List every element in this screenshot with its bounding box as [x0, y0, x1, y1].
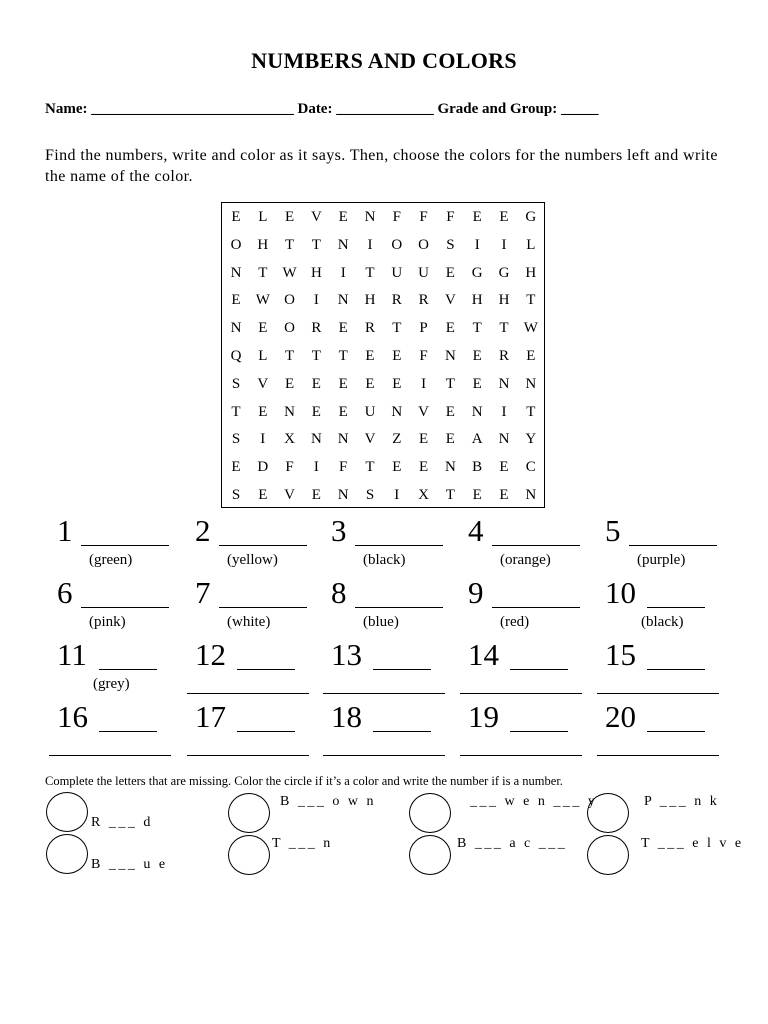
- grid-letter[interactable]: E: [231, 292, 241, 309]
- grid-letter[interactable]: R: [391, 292, 402, 309]
- grid-letter[interactable]: L: [258, 209, 268, 225]
- answer-blank[interactable]: [237, 730, 295, 732]
- color-hint: (purple): [637, 552, 686, 568]
- grid-letter[interactable]: O: [230, 236, 242, 253]
- number-item: [57, 637, 197, 692]
- answer-blank[interactable]: [99, 668, 157, 670]
- answer-blank[interactable]: [99, 730, 157, 732]
- grid-letter[interactable]: N: [230, 264, 242, 281]
- grid-letter[interactable]: W: [282, 264, 297, 281]
- grid-letter[interactable]: U: [391, 264, 403, 281]
- grid-letter[interactable]: E: [499, 487, 509, 503]
- grid-letter[interactable]: V: [284, 487, 296, 503]
- grid-letter[interactable]: V: [310, 209, 322, 225]
- number-label: 8: [331, 575, 347, 610]
- grid-letter[interactable]: I: [260, 431, 266, 448]
- puzzle-blue: B ___ u e: [91, 857, 168, 872]
- number-label: 18: [331, 699, 362, 734]
- grid-letter[interactable]: N: [337, 236, 349, 253]
- grid-letter[interactable]: T: [365, 459, 375, 476]
- grid-row: [222, 370, 544, 398]
- grid-letter[interactable]: F: [285, 459, 294, 476]
- grid-letter[interactable]: I: [313, 459, 319, 476]
- number-item: [468, 513, 608, 568]
- answer-blank[interactable]: [355, 606, 443, 608]
- color-name-line[interactable]: [597, 692, 719, 694]
- number-label: 15: [605, 637, 636, 672]
- number-label: 4: [468, 513, 484, 548]
- grid-row: [222, 259, 544, 287]
- answer-blank[interactable]: [81, 606, 169, 608]
- number-item: [195, 700, 335, 750]
- grid-letter[interactable]: N: [337, 292, 349, 309]
- grid-letter[interactable]: E: [231, 459, 241, 476]
- grid-letter[interactable]: O: [391, 236, 403, 253]
- answer-blank[interactable]: [373, 668, 431, 670]
- grid-letter[interactable]: E: [445, 403, 455, 420]
- grid-letter[interactable]: N: [230, 320, 242, 337]
- grid-letter[interactable]: R: [498, 348, 509, 364]
- grid-letter[interactable]: E: [258, 487, 268, 503]
- grid-letter[interactable]: S: [365, 487, 375, 503]
- color-hint: (orange): [500, 552, 551, 568]
- grid-letter[interactable]: N: [364, 209, 376, 225]
- color-circle-black[interactable]: [409, 835, 451, 875]
- grid-letter[interactable]: V: [418, 403, 430, 420]
- color-hint: (yellow): [227, 552, 278, 568]
- grid-letter[interactable]: N: [498, 375, 510, 392]
- number-label: 11: [57, 637, 87, 672]
- grid-letter[interactable]: I: [394, 487, 400, 503]
- grid-letter[interactable]: N: [284, 403, 296, 420]
- grid-row: [222, 453, 544, 481]
- grid-letter[interactable]: E: [445, 264, 455, 281]
- grid-letter[interactable]: R: [364, 320, 375, 337]
- answer-blank[interactable]: [219, 544, 307, 546]
- grid-letter[interactable]: L: [258, 348, 268, 364]
- puzzle-twelve: T ___ e l v e: [641, 836, 744, 851]
- grid-letter[interactable]: O: [284, 292, 296, 309]
- number-item: [57, 513, 197, 568]
- grid-letter[interactable]: T: [445, 375, 455, 392]
- color-hint: (pink): [89, 614, 126, 630]
- grid-letter[interactable]: Q: [230, 348, 242, 364]
- grid-letter[interactable]: S: [231, 487, 241, 503]
- grid-letter[interactable]: E: [392, 459, 402, 476]
- color-hint: (blue): [363, 614, 399, 630]
- number-label: 1: [57, 513, 73, 548]
- puzzle-brown: B ___ o w n: [280, 794, 376, 809]
- grid-letter[interactable]: B: [472, 459, 483, 476]
- grid-letter[interactable]: P: [419, 320, 428, 337]
- grid-letter[interactable]: N: [525, 487, 537, 503]
- color-circle-twenty[interactable]: [409, 793, 451, 833]
- number-item: [331, 513, 471, 568]
- grid-letter[interactable]: N: [471, 403, 483, 420]
- number-label: 17: [195, 699, 226, 734]
- grid-letter[interactable]: E: [311, 375, 321, 392]
- grid-letter[interactable]: E: [365, 375, 375, 392]
- grid-letter[interactable]: A: [471, 431, 483, 448]
- grid-row: [222, 398, 544, 426]
- number-label: 2: [195, 513, 211, 548]
- grid-letter[interactable]: T: [311, 236, 321, 253]
- word-search-grid: [221, 202, 545, 508]
- number-item: [331, 700, 471, 750]
- color-hint: (green): [89, 552, 133, 568]
- number-item: [605, 575, 745, 630]
- grid-letter[interactable]: E: [472, 209, 482, 225]
- grid-letter[interactable]: E: [258, 320, 268, 337]
- grid-letter[interactable]: U: [364, 403, 376, 420]
- number-label: 16: [57, 699, 88, 734]
- number-item: [468, 700, 608, 750]
- number-label: 14: [468, 637, 499, 672]
- grid-row: [222, 203, 544, 231]
- grid-row: [222, 481, 544, 509]
- puzzle-ten: T ___ n: [272, 836, 333, 851]
- grid-letter[interactable]: X: [284, 431, 296, 448]
- answer-blank[interactable]: [219, 606, 307, 608]
- grid-letter[interactable]: T: [231, 403, 241, 420]
- color-name-line[interactable]: [323, 692, 445, 694]
- grid-letter[interactable]: S: [446, 236, 455, 253]
- grid-letter[interactable]: E: [338, 403, 348, 420]
- answer-blank[interactable]: [510, 730, 568, 732]
- grid-letter[interactable]: I: [501, 236, 507, 253]
- grid-letter[interactable]: D: [257, 459, 269, 476]
- grid-letter[interactable]: H: [525, 264, 537, 281]
- color-circle-blue[interactable]: [46, 834, 88, 874]
- grid-letter[interactable]: E: [311, 487, 321, 503]
- color-hint: (white): [227, 614, 271, 630]
- grid-letter[interactable]: T: [526, 292, 536, 309]
- number-label: 10: [605, 575, 636, 610]
- number-item: [195, 575, 335, 630]
- puzzle-black: B ___ a c ___: [457, 836, 568, 851]
- grid-letter[interactable]: H: [471, 292, 483, 309]
- color-hint: (red): [500, 614, 530, 630]
- number-label: 12: [195, 637, 226, 672]
- number-item: [605, 638, 745, 688]
- color-hint: (black): [363, 552, 406, 568]
- number-label: 7: [195, 575, 211, 610]
- answer-blank[interactable]: [510, 668, 568, 670]
- page-title: NUMBERS AND COLORS: [251, 48, 517, 73]
- grid-letter[interactable]: T: [258, 264, 268, 281]
- grid-letter[interactable]: T: [526, 403, 536, 420]
- number-item: [331, 575, 471, 630]
- grid-letter[interactable]: H: [364, 292, 376, 309]
- grid-row: [222, 342, 544, 370]
- grid-letter[interactable]: N: [444, 348, 456, 364]
- grid-letter[interactable]: I: [340, 264, 346, 281]
- grid-letter[interactable]: W: [523, 320, 538, 337]
- grid-letter[interactable]: F: [339, 459, 348, 476]
- grid-letter[interactable]: T: [392, 320, 402, 337]
- grid-letter[interactable]: O: [284, 320, 296, 337]
- grid-letter[interactable]: E: [472, 375, 482, 392]
- puzzle-pink: P ___ n k: [644, 794, 720, 809]
- grid-letter[interactable]: N: [444, 459, 456, 476]
- grid-letter[interactable]: G: [525, 209, 537, 225]
- color-name-line[interactable]: [187, 692, 309, 694]
- grid-row: [222, 425, 544, 453]
- grid-letter[interactable]: G: [498, 264, 510, 281]
- grid-letter[interactable]: I: [313, 292, 319, 309]
- grid-letter[interactable]: T: [338, 348, 348, 364]
- grid-letter[interactable]: F: [419, 209, 428, 225]
- answer-blank[interactable]: [629, 544, 717, 546]
- grid-letter[interactable]: N: [310, 431, 322, 448]
- grid-letter[interactable]: N: [337, 487, 349, 503]
- number-item: [468, 575, 608, 630]
- number-item: [57, 700, 197, 750]
- grid-letter[interactable]: X: [418, 487, 430, 503]
- grid-letter[interactable]: U: [418, 264, 430, 281]
- grid-letter[interactable]: E: [472, 348, 482, 364]
- answer-blank[interactable]: [647, 730, 705, 732]
- grid-letter[interactable]: H: [310, 264, 322, 281]
- grid-letter[interactable]: E: [472, 487, 482, 503]
- grid-letter[interactable]: T: [285, 236, 295, 253]
- puzzle-twenty: ___ w e n ___ y: [470, 794, 598, 809]
- grid-letter[interactable]: E: [499, 459, 509, 476]
- grid-letter[interactable]: S: [231, 375, 241, 392]
- number-label: 13: [331, 637, 362, 672]
- grid-letter[interactable]: I: [474, 236, 480, 253]
- grid-letter[interactable]: N: [337, 431, 349, 448]
- grid-letter[interactable]: L: [526, 236, 536, 253]
- grid-letter[interactable]: E: [311, 403, 321, 420]
- grid-letter[interactable]: R: [311, 320, 322, 337]
- grid-letter[interactable]: V: [257, 375, 269, 392]
- answer-blank[interactable]: [492, 606, 580, 608]
- grid-letter[interactable]: N: [498, 431, 510, 448]
- color-name-line[interactable]: [323, 754, 445, 756]
- grid-letter[interactable]: H: [257, 236, 269, 253]
- number-label: 19: [468, 699, 499, 734]
- number-label: 3: [331, 513, 347, 548]
- grid-letter[interactable]: E: [499, 209, 509, 225]
- grid-letter[interactable]: E: [445, 431, 455, 448]
- grid-letter[interactable]: F: [392, 209, 401, 225]
- grid-letter[interactable]: T: [311, 348, 321, 364]
- grid-letter[interactable]: V: [364, 431, 376, 448]
- grid-letter[interactable]: E: [231, 209, 241, 225]
- answer-blank[interactable]: [373, 730, 431, 732]
- complete-instructions: Complete the letters that are missing. Color the circle if it’s a color and write the number if is a number.: [45, 774, 563, 788]
- grid-row: [222, 231, 544, 259]
- grid-letter[interactable]: E: [338, 375, 348, 392]
- grid-letter[interactable]: E: [285, 209, 295, 225]
- color-circle-red[interactable]: [46, 792, 88, 832]
- color-hint: (grey): [93, 676, 130, 692]
- answer-blank[interactable]: [647, 606, 705, 608]
- grid-letter[interactable]: E: [258, 403, 268, 420]
- header-fields: Name: ___________________________ Date: _____________ Grade and Group: _____: [45, 101, 599, 117]
- number-item: [605, 700, 745, 750]
- answer-blank[interactable]: [647, 668, 705, 670]
- color-circle-twelve[interactable]: [587, 835, 629, 875]
- color-name-line[interactable]: [597, 754, 719, 756]
- answer-blank[interactable]: [81, 544, 169, 546]
- number-item: [468, 638, 608, 688]
- number-label: 5: [605, 513, 621, 548]
- grid-letter[interactable]: C: [525, 459, 536, 476]
- grid-letter[interactable]: E: [526, 348, 536, 364]
- grid-letter[interactable]: I: [421, 375, 427, 392]
- grid-letter[interactable]: E: [419, 431, 429, 448]
- grid-letter[interactable]: W: [255, 292, 270, 309]
- answer-blank[interactable]: [237, 668, 295, 670]
- grid-letter[interactable]: E: [338, 209, 348, 225]
- grid-letter[interactable]: O: [418, 236, 430, 253]
- grid-letter[interactable]: N: [525, 375, 537, 392]
- grid-letter[interactable]: I: [367, 236, 373, 253]
- answer-blank[interactable]: [492, 544, 580, 546]
- grid-row: [222, 286, 544, 314]
- grid-letter[interactable]: H: [498, 292, 510, 309]
- grid-letter[interactable]: Y: [525, 431, 537, 448]
- color-name-line[interactable]: [460, 692, 582, 694]
- grid-letter[interactable]: E: [285, 375, 295, 392]
- grid-letter[interactable]: T: [472, 320, 482, 337]
- grid-letter[interactable]: E: [338, 320, 348, 337]
- color-hint: (black): [641, 614, 684, 630]
- grid-letter[interactable]: G: [471, 264, 483, 281]
- grid-letter[interactable]: V: [444, 292, 456, 309]
- grid-letter[interactable]: E: [392, 348, 402, 364]
- color-name-line[interactable]: [460, 754, 582, 756]
- number-item: [195, 513, 335, 568]
- number-item: [195, 638, 335, 688]
- grid-letter[interactable]: T: [445, 487, 455, 503]
- color-circle-brown[interactable]: [228, 793, 270, 833]
- grid-letter[interactable]: T: [285, 348, 295, 364]
- instructions: Find the numbers, write and color as it says. Then, choose the colors for the numbers left and write the name of the color.: [45, 147, 718, 185]
- color-circle-ten[interactable]: [228, 835, 270, 875]
- number-item: [57, 575, 197, 630]
- number-label: 6: [57, 575, 73, 610]
- grid-letter[interactable]: E: [445, 320, 455, 337]
- grid-letter[interactable]: E: [392, 375, 402, 392]
- grid-letter[interactable]: Z: [392, 431, 402, 448]
- answer-blank[interactable]: [355, 544, 443, 546]
- grid-letter[interactable]: T: [365, 264, 375, 281]
- grid-letter[interactable]: F: [446, 209, 455, 225]
- color-name-line[interactable]: [187, 754, 309, 756]
- color-name-line[interactable]: [49, 754, 171, 756]
- grid-row: [222, 314, 544, 342]
- number-label: 9: [468, 575, 484, 610]
- grid-letter[interactable]: I: [501, 403, 507, 420]
- grid-letter[interactable]: S: [231, 431, 241, 448]
- grid-letter[interactable]: F: [419, 348, 428, 364]
- grid-letter[interactable]: N: [391, 403, 403, 420]
- grid-letter[interactable]: E: [419, 459, 429, 476]
- number-label: 20: [605, 699, 636, 734]
- grid-letter[interactable]: E: [365, 348, 375, 364]
- grid-letter[interactable]: R: [418, 292, 429, 309]
- number-item: [331, 638, 471, 688]
- grid-letter[interactable]: T: [499, 320, 509, 337]
- number-item: [605, 513, 745, 568]
- puzzle-red: R ___ d: [91, 815, 153, 830]
